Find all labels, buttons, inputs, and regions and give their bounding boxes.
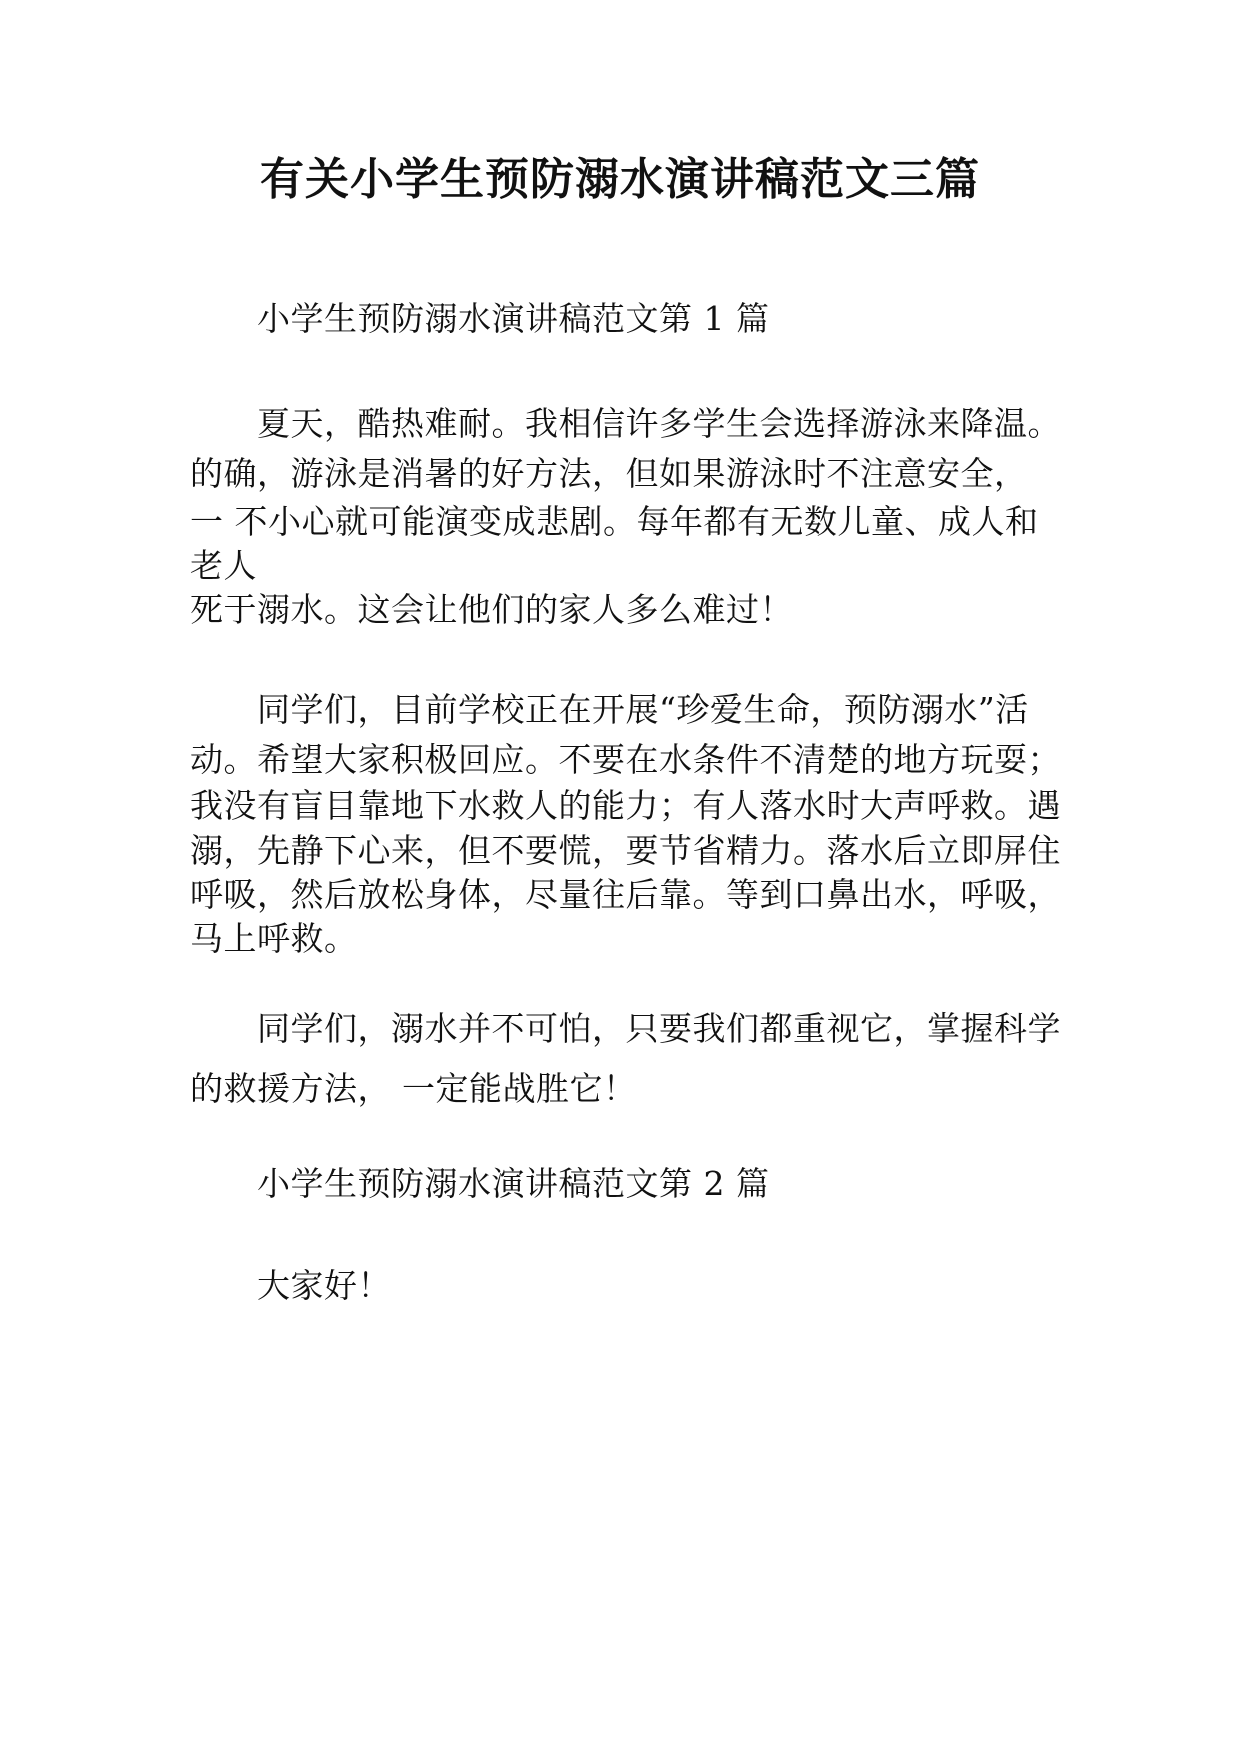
paragraph-line: 马上呼救。 [190, 919, 358, 958]
paragraph-line: 动。希望大家积极回应。不要在水条件不清楚的地方玩耍； [190, 740, 1061, 779]
paragraph-line: 溺，先静下心来，但不要慌，要节省精力。落水后立即屏住 [190, 831, 1061, 870]
paragraph-line: 死于溺水。这会让他们的家人多么难过！ [190, 590, 793, 629]
paragraph-line: 的救援方法， 一定能战胜它！ [190, 1069, 637, 1108]
paragraph-line: 同学们，目前学校正在开展“珍爱生命，预防溺水”活 [257, 690, 1029, 729]
paragraph-line: 同学们，溺水并不可怕，只要我们都重视它，掌握科学 [257, 1009, 1061, 1048]
section-heading-2: 小学生预防溺水演讲稿范文第 2 篇 [257, 1164, 770, 1203]
section-heading-1: 小学生预防溺水演讲稿范文第 1 篇 [257, 299, 770, 338]
paragraph-line: 的确，游泳是消暑的好方法，但如果游泳时不注意安全， [190, 454, 1028, 493]
paragraph-line: 我没有盲目靠地下水救人的能力；有人落水时大声呼救。遇 [190, 786, 1061, 825]
greeting: 大家好！ [257, 1266, 391, 1305]
paragraph-line: 呼吸，然后放松身体，尽量往后靠。等到口鼻出水，呼吸， [190, 875, 1061, 914]
document-title: 有关小学生预防溺水演讲稿范文三篇 [260, 154, 980, 205]
paragraph-line: 夏天，酷热难耐。我相信许多学生会选择游泳来降温。 [257, 404, 1061, 443]
paragraph-line: 老人 [190, 546, 257, 585]
paragraph-line: 一 不小心就可能演变成悲剧。每年都有无数儿童、成人和 [190, 502, 1039, 541]
